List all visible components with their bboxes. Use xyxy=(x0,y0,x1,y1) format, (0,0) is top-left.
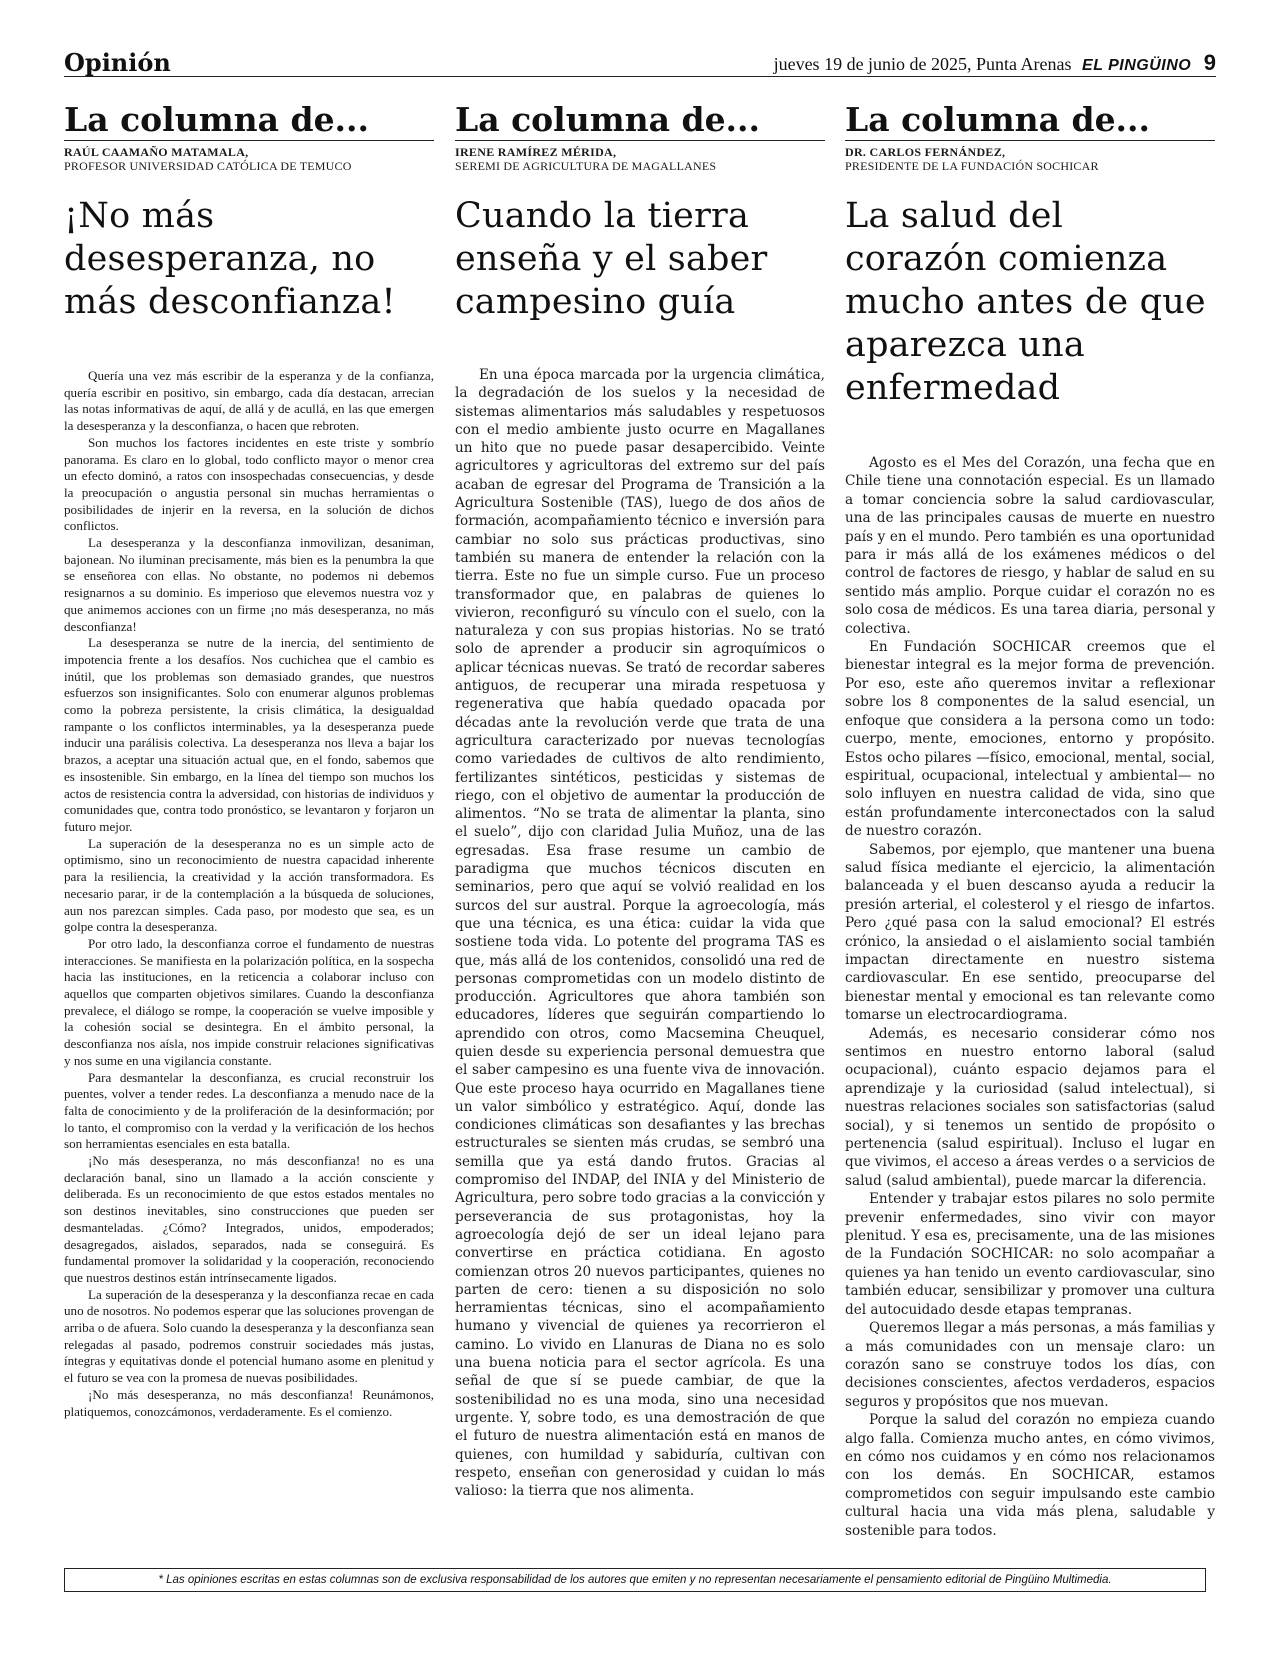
column-body xyxy=(64,368,434,1420)
newspaper-logo: EL PINGÜINO xyxy=(1082,57,1192,74)
column-headline: Cuando la tierra enseña y el saber campesino guía xyxy=(455,196,768,322)
paragraph: En una época marcada por la urgencia climática, la degradación de los suelos y la necesidad de sistemas alimentarios más saludables y respetuosos con el medio ambiente justo ocurre en Magallanes un hito que no puede pasar desapercibido. Veinte agricultores y agricultoras del extremo sur del país acaban de egresar del Programa de Transición a la Agricultura Sostenible (TAS), luego de dos años de formación, acompañamiento técnico e inversión para cambiar no solo sus prácticas productivas, sino también su manera de entender la relación con la tierra. Este no fue un simple curso. Fue un proceso transformador que, en palabras de quienes lo vivieron, reconfiguró su vínculo con el suelo, con la naturaleza y con sus propias historias. No se trató solo de aprender a producir sin agroquímicos o aplicar técnicas nuevas. Se trató de recordar saberes antiguos, de recuperar una mirada respetuosa y regenerativa que había quedado opacada por décadas ante la revolución verde que trata de una agricultura caracterizado por nuevas tecnologías como variedades de cultivos de alto rendimiento, fertilizantes sintéticos, pesticidas y sistemas de riego, con el objetivo de aumentar la producción de alimentos. “No se trata de alimentar la planta, sino el suelo”, dijo con claridad Julia Muñoz, una de las egresadas. Esa frase resume un cambio de paradigma que muchos técnicos discuten en seminarios, pero que aquí se volvió realidad en los surcos del sur austral. Porque la agroecología, más que una técnica, es una ética: cuidar la vida que sostiene toda vida. Lo potente del programa TAS es que, más allá de los contenidos, consolidó una red de personas comprometidas con un modelo distinto de producción. Agricultores que ahora también son educadores, líderes que seguirán compartiendo lo aprendido con otros, como Macsemina Cheuquel, quien desde su experiencia personal demuestra que el saber campesino es una fuente viva de innovación. Que este proceso haya ocurrido en Magallanes tiene un valor simbólico y estratégico. Aquí, donde las condiciones climáticas son desafiantes y las brechas estructurales se sienten más crudas, se sembró una semilla que ya está dando frutos. Gracias al compromiso del INDAP, del INIA y del Ministerio de Agricultura, pero sobre todo gracias a la convicción y perseverancia de sus protagonistas, hoy la agroecología dejó de ser un ideal lejano para convertirse en práctica cotidiana. En agosto comienzan otros 20 nuevos participantes, quienes no parten de cero: tienen a su disposición no solo herramientas técnicas, sino el acompañamiento humano y vivencial de quienes ya recorrieron el camino. Lo vivido en Llanuras de Diana no es solo una buena noticia para el sector agrícola. Es una señal de que sí se puede cambiar, de que la sostenibilidad no es una moda, sino una necesidad urgente. Y, sobre todo, es una demostración de que el futuro de nuestra alimentación está en manos de quienes, con humildad y sabiduría, cultivan con respeto, enseñan con generosidad y cuidan lo más valioso: la tierra que nos alimenta. xyxy=(455,367,825,1500)
paragraph: Para desmantelar la desconfianza, es crucial reconstruir los puentes, volver a tender redes. La desconfianza a menudo nace de la falta de conocimiento y de la proliferación de la desinformación; por lo tanto, el compromiso con la verdad y la verificación de los hechos son herramientas esenciales en esta batalla. xyxy=(64,1069,434,1152)
paragraph: Agosto es el Mes del Corazón, una fecha que en Chile tiene una connotación especial. Es un llamado a tomar conciencia sobre la salud cardiovascular, una de las principales causas de muerte en nuestro país y en el mundo. Pero también es una oportunidad para ir más allá de los exámenes médicos o del control de factores de riesgo, y hablar de salud en su sentido más amplio. Porque cuidar el corazón no es solo cosa de médicos. Es una tarea diaria, personal y colectiva. xyxy=(845,455,1215,637)
paragraph: ¡No más desesperanza, no más desconfianza! Reunámonos, platiquemos, conozcámonos, verdaderamente. Es el comienzo. xyxy=(64,1386,434,1419)
section-title: Opinión xyxy=(64,48,171,77)
paragraph: Quería una vez más escribir de la esperanza y de la confianza, quería escribir en positivo, sin embargo, cada día destacan, arrecian las notas informativas de aquí, de allá y de acullá, en las que emergen la desesperanza y la desconfianza, o hacen que rebroten. xyxy=(64,368,434,434)
column-author-role: SEREMI DE AGRICULTURA DE MAGALLANES xyxy=(455,159,717,173)
paragraph: Entender y trabajar estos pilares no solo permite prevenir enfermedades, sino vivir con mayor plenitud. Y esa es, precisamente, una de las misiones de la Fundación SOCHICAR: no solo acompañar a quienes ya han tenido un evento cardiovascular, sino también educar, sensibilizar y promover una cultura del autocuidado desde etapas tempranas. xyxy=(845,1191,1215,1318)
paragraph: Porque la salud del corazón no empieza cuando algo falla. Comienza mucho antes, en cómo vivimos, en cómo nos cuidamos y en cómo nos relacionamos con los demás. En SOCHICAR, estamos comprometidos con seguir impulsando este cambio cultural hacia una vida más plena, saludable y sostenible para todos. xyxy=(845,1412,1215,1539)
disclaimer-box: * Las opiniones escritas en estas columnas son de exclusiva responsabilidad de los autores que emiten y no representan necesariamente el pensamiento editorial de Pingüino Multimedia. xyxy=(64,1568,1206,1592)
column-author: RAÚL CAAMAÑO MATAMALA, xyxy=(64,145,249,159)
column-3 xyxy=(845,100,1215,1540)
column-kicker: La columna de... xyxy=(64,100,434,141)
paragraph: Además, es necesario considerar cómo nos sentimos en nuestro entorno laboral (salud ocupacional), cuánto espacio dejamos para el aprendizaje y la curiosidad (salud intelectual), si nuestras relaciones sociales son satisfactorias (salud social), y si tenemos un sentido de propósito o pertenencia (salud espiritual). Incluso el lugar en que vivimos, el acceso a áreas verdes o a servicios de salud (salud ambiental), puede marcar la diferencia. xyxy=(845,1025,1215,1189)
paragraph: Son muchos los factores incidentes en este triste y sombrío panorama. Es claro en lo global, todo conflicto mayor o menor crea un efecto dominó, a ratos con insospechadas consecuencias, y desde la preocupación o angustia personal sin muchas herramientas o posibilidades de injerir en la reversa, en la solución de dichos conflictos. xyxy=(64,434,434,534)
paragraph: La desesperanza se nutre de la inercia, del sentimiento de impotencia frente a los desafíos. Nos cuchichea que el cambio es inútil, que los problemas son demasiado grandes, que nuestros esfuerzos son insignificantes. Solo con enumerar algunos problemas como la pobreza persistente, la crisis climática, la desigualdad rampante o los conflictos interminables, ya la desesperanza puede inducir una parálisis colectiva. La desesperanza nos lleva a bajar los brazos, a aceptar una situación actual que, en el fondo, sabemos que es insostenible. Sin embargo, en la línea del tiempo son muchos los actos de resistencia contra la adversidad, con historias de individuos y comunidades que, contra todo pronóstico, se levantaron y forjaron un futuro mejor. xyxy=(64,635,434,834)
column-author: IRENE RAMÍREZ MÉRIDA, xyxy=(455,145,617,159)
dateline: jueves 19 de junio de 2025, Punta Arenas xyxy=(773,54,1072,74)
paragraph: La superación de la desesperanza no es un simple acto de optimismo, sino un reconocimiento de nuestra capacidad inherente para la resiliencia, la creatividad y la acción transformadora. Es necesario parar, ir de la contemplación a la búsqueda de soluciones, aun nos parezcan simples. Cada paso, por modesto que sea, es un golpe contra la desesperanza. xyxy=(64,835,434,935)
paragraph: En Fundación SOCHICAR creemos que el bienestar integral es la mejor forma de prevención. Por eso, este año queremos invitar a reflexionar sobre los 8 componentes de la salud esencial, un enfoque que considera a la persona como un todo: cuerpo, mente, emociones, entorno y propósito. Estos ocho pilares —físico, emocional, mental, social, espiritual, ocupacional, intelectual y ambiental— no solo influyen en nuestra calidad de vida, sino que están profundamente interconectados con la salud de nuestro corazón. xyxy=(845,639,1215,840)
column-body xyxy=(455,366,825,1500)
paragraph: Sabemos, por ejemplo, que mantener una buena salud física mediante el ejercicio, la alimentación balanceada y el buen descanso ayuda a reducir la presión arterial, el colesterol y el riesgo de infartos. Pero ¿qué pasa con la salud emocional? El estrés crónico, la ansiedad o el aislamiento social también impactan directamente en nuestro sistema cardiovascular. En ese sentido, preocuparse del bienestar mental y emocional es tan relevante como tomarse un electrocardiograma. xyxy=(845,841,1215,1024)
dateline-bar xyxy=(774,50,1216,76)
column-kicker: La columna de... xyxy=(845,100,1215,141)
paragraph: Queremos llegar a más personas, a más familias y a más comunidades con un mensaje claro: un corazón sano se construye todos los días, con decisiones conscientes, afectos verdaderos, espacios seguros y propósitos que nos muevan. xyxy=(845,1320,1215,1410)
column-body xyxy=(845,454,1215,1540)
paragraph: La desesperanza y la desconfianza inmovilizan, desaniman, bajonean. No iluminan precisamente, más bien es la penumbra la que se enseñorea con ellas. No obstante, no podemos ni debemos resignarnos a su dominio. Es imperioso que elevemos nuestra voz y que animemos acciones con un firme ¡no más desesperanza, no más desconfianza! xyxy=(64,535,434,634)
paragraph: Por otro lado, la desconfianza corroe el fundamento de nuestras interacciones. Se manifiesta en la polarización política, en la sospecha hacia las instituciones, en la reticencia a colaborar incluso con aquellos que comparten objetivos similares. Cuando la desconfianza prevalece, el diálogo se rompe, la cooperación se vuelve imposible y la cohesión social se desintegra. En el ámbito personal, la desconfianza nos aísla, nos impide construir relaciones significativas y nos sume en una vigilancia constante. xyxy=(64,935,434,1068)
column-kicker: La columna de... xyxy=(455,100,825,141)
paragraph: La superación de la desesperanza y la desconfianza recae en cada uno de nosotros. No podemos esperar que las soluciones provengan de arriba o de afuera. Solo cuando la desesperanza y la desconfianza sean relegadas al pasado, podremos construir sociedades más justas, íntegras y equitativas donde el potencial humano asome en plenitud y el futuro se vea con la promesa de nuevas posibilidades. xyxy=(64,1286,434,1386)
page-header xyxy=(64,46,1216,77)
paragraph: ¡No más desesperanza, no más desconfianza! no es una declaración banal, sino un llamado a la acción consciente y deliberada. Es un reconocimiento de que estos estados mentales no son destinos inevitables, sino construcciones que pueden ser desmanteladas. ¿Cómo? Integrados, unidos, empoderados; desagregados, aislados, separados, nada se conseguirá. Es fundamental promover la solidaridad y la cooperación, reconociendo que nuestros destinos están intrínsecamente ligados. xyxy=(64,1153,434,1285)
column-headline: La salud del corazón comienza mucho antes de que aparezca una enfermedad xyxy=(845,196,1206,408)
page-number: 9 xyxy=(1203,50,1216,75)
column-author-role: PRESIDENTE DE LA FUNDACIÓN SOCHICAR xyxy=(845,159,1099,173)
column-author-role: PROFESOR UNIVERSIDAD CATÓLICA DE TEMUCO xyxy=(64,159,352,173)
column-1 xyxy=(64,100,434,1420)
column-author: DR. CARLOS FERNÁNDEZ, xyxy=(845,145,1006,159)
column-headline: ¡No más desesperanza, no más desconfianza! xyxy=(64,196,396,322)
column-2 xyxy=(455,100,825,1500)
